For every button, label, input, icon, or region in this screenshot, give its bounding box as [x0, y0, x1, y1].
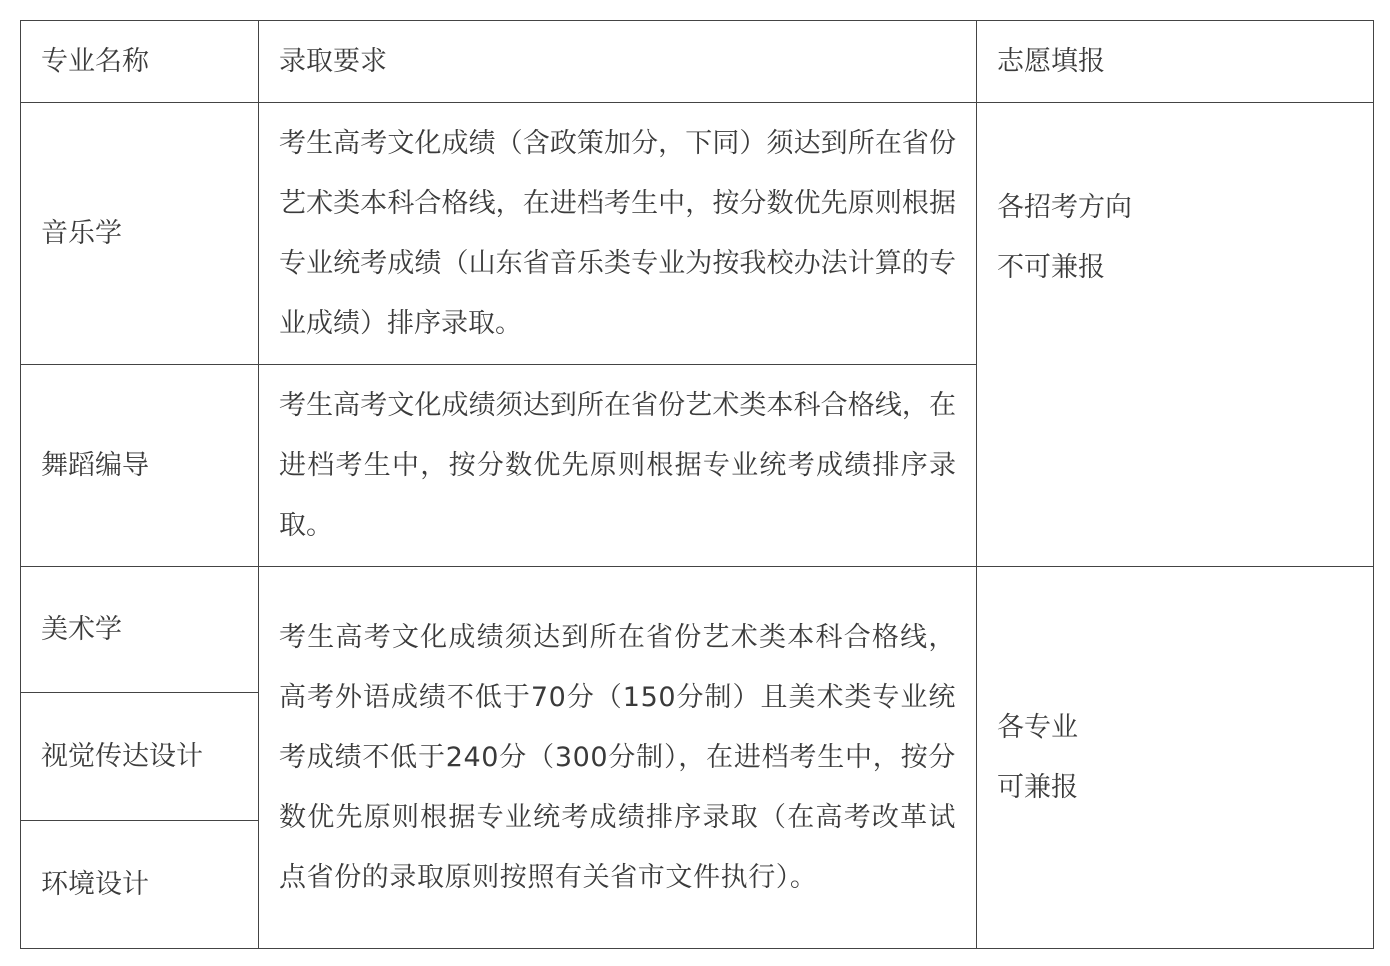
choice-cell [977, 567, 1374, 949]
major-cell: 视觉传达设计 [21, 693, 259, 821]
table-row-music [21, 103, 1374, 365]
major-cell: 美术学 [21, 567, 259, 693]
major-cell: 舞蹈编导 [21, 365, 259, 567]
requirement-cell: 考生高考文化成绩（含政策加分，下同）须达到所在省份艺术类本科合格线，在进档考生中，按分数优先原则根据专业统考成绩（山东省音乐类专业为按我校办法计算的专业成绩）排序录取。 [259, 103, 977, 365]
choice-line-2: 不可兼报 [997, 252, 1105, 283]
admission-requirements-table [20, 20, 1374, 949]
choice-line-1: 各专业 [997, 711, 1078, 743]
requirement-cell: 考生高考文化成绩须达到所在省份艺术类本科合格线，在进档考生中，按分数优先原则根据专业统考成绩排序录取。 [259, 365, 977, 567]
major-cell: 环境设计 [21, 821, 259, 949]
major-cell: 音乐学 [21, 103, 259, 365]
header-choice: 志愿填报 [977, 21, 1374, 103]
choice-line-2: 可兼报 [997, 771, 1078, 803]
header-requirement: 录取要求 [259, 21, 977, 103]
table-header-row [21, 21, 1374, 103]
table-row-fine-arts [21, 567, 1374, 693]
requirement-cell: 考生高考文化成绩须达到所在省份艺术类本科合格线，高考外语成绩不低于70分（150分制）且美术类专业统考成绩不低于240分（300分制），在进档考生中，按分数优先原则根据专业统考成绩排序录取（在高考改革试点省份的录取原则按照有关省市文件执行）。 [259, 567, 977, 949]
header-major-name: 专业名称 [21, 21, 259, 103]
choice-cell [977, 103, 1374, 567]
choice-line-1: 各招考方向 [997, 192, 1132, 223]
